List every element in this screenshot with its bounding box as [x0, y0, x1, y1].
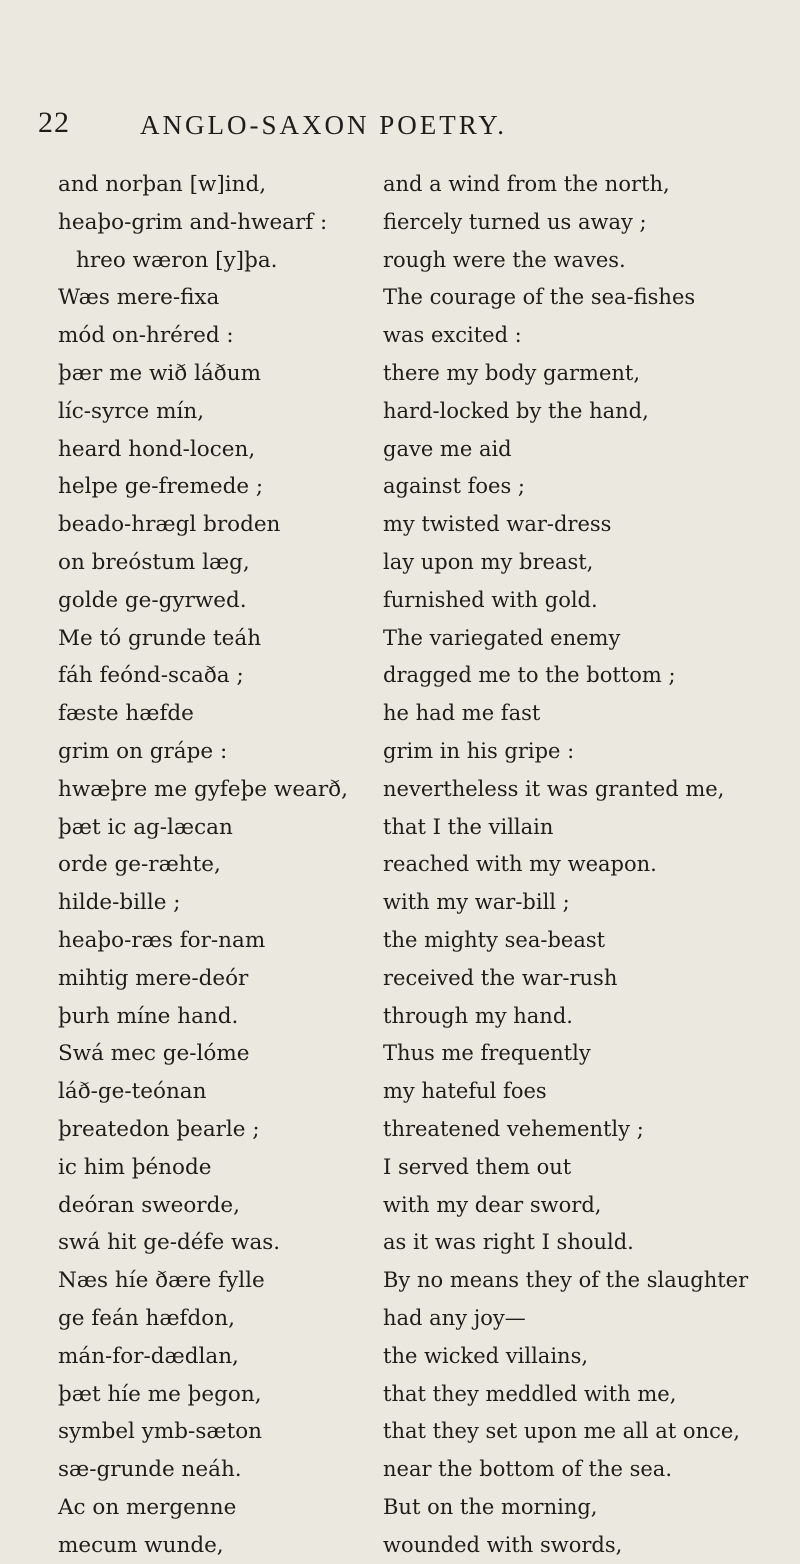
verse-line: beado-hrægl broden	[58, 512, 281, 538]
translation-line: rough were the waves.	[383, 247, 626, 272]
translation-line: dragged me to the bottom ;	[383, 663, 676, 688]
verse-line: fæste hæfde	[58, 701, 194, 727]
translation-line: as it was right I should.	[383, 1230, 634, 1255]
translation-line: the wicked villains,	[383, 1343, 589, 1368]
verse-line: heaþo-grim and-hwearf :	[58, 209, 328, 235]
verse-line: heaþo-ræs for-nam	[58, 927, 266, 953]
translation-line: near the bottom of the sea.	[383, 1457, 673, 1482]
verse-line: deóran sweorde,	[58, 1192, 240, 1218]
verse-line: sæ-grunde neáh.	[58, 1457, 242, 1483]
verse-line: láð-ge-teónan	[58, 1079, 207, 1105]
verse-line: hreo wæron [y]þa.	[76, 247, 278, 273]
running-head: ANGLO-SAXON POETRY.	[140, 110, 508, 140]
translation-line: received the war-rush	[383, 965, 618, 990]
translation-line: threatened vehemently ;	[383, 1116, 644, 1141]
translation-line: had any joy—	[383, 1305, 526, 1330]
verse-line: golde ge-gyrwed.	[58, 587, 247, 613]
verse-line: symbel ymb-sæton	[58, 1419, 262, 1445]
translation-line: gave me aid	[383, 436, 512, 461]
translation-line: my hateful foes	[383, 1079, 547, 1104]
translation-line: the mighty sea-beast	[383, 927, 606, 952]
verse-line: orde ge-ræhte,	[58, 852, 221, 878]
translation-line: my twisted war-dress	[383, 512, 612, 537]
translation-line: furnished with gold.	[383, 587, 598, 612]
verse-line: hilde-bille ;	[58, 890, 181, 916]
verse-line: and norþan [w]ind,	[58, 172, 267, 197]
verse-line: mihtig mere-deór	[58, 965, 249, 991]
translation-line: Thus me frequently	[383, 1041, 591, 1066]
page-header	[0, 106, 800, 150]
verse-line: þæt híe me þegon,	[58, 1381, 262, 1407]
translation-line: reached with my weapon.	[383, 852, 657, 877]
verse-line: Me tó grunde teáh	[58, 625, 262, 651]
translation-line: that they meddled with me,	[383, 1381, 677, 1406]
verse-line: Næs híe ðære fylle	[58, 1268, 265, 1294]
verse-line: Ac on mergenne	[58, 1494, 237, 1520]
verse-line: hwæþre me gyfeþe wearð,	[58, 776, 348, 802]
verse-line: líc-syrce mín,	[58, 398, 205, 424]
translation-line: lay upon my breast,	[383, 549, 594, 574]
translation-line: The courage of the sea-fishes	[383, 285, 696, 310]
translation-line: The variegated enemy	[383, 625, 621, 650]
page-number: 22	[38, 106, 70, 139]
verse-line: helpe ge-fremede ;	[58, 474, 264, 500]
translation-line: he had me fast	[383, 701, 541, 726]
translation-line: But on the morning,	[383, 1494, 598, 1519]
verse-line: fáh feónd-scaða ;	[58, 663, 244, 689]
translation-line: nevertheless it was granted me,	[383, 776, 725, 801]
translation-line: against foes ;	[383, 474, 525, 499]
verse-line: grim on grápe :	[58, 738, 228, 764]
translation-line: was excited :	[383, 323, 522, 348]
verse-line: þreatedon þearle ;	[58, 1116, 260, 1142]
translation-line: with my war-bill ;	[383, 890, 570, 915]
translation-text-column	[383, 166, 795, 1564]
verse-line: mecum wunde,	[58, 1532, 224, 1558]
verse-line: Wæs mere-fixa	[58, 285, 220, 311]
verse-line: þurh míne hand.	[58, 1003, 239, 1029]
verse-line: mód on-hréred :	[58, 323, 234, 349]
old-english-text-column	[58, 166, 378, 1564]
translation-line: wounded with swords,	[383, 1532, 623, 1557]
translation-line: By no means they of the slaughter	[383, 1268, 749, 1293]
translation-line: hard-locked by the hand,	[383, 398, 649, 423]
verse-line: heard hond-locen,	[58, 436, 256, 462]
verse-line: mán-for-dædlan,	[58, 1343, 239, 1369]
translation-line: I served them out	[383, 1154, 572, 1179]
verse-line: þæt ic ag-læcan	[58, 814, 233, 840]
translation-line: there my body garment,	[383, 360, 641, 385]
verse-line: on breóstum læg,	[58, 549, 250, 575]
verse-line: swá hit ge-défe was.	[58, 1230, 281, 1256]
verse-line: ge feán hæfdon,	[58, 1305, 235, 1331]
translation-line: that I the villain	[383, 814, 554, 839]
translation-line: that they set upon me all at once,	[383, 1419, 740, 1444]
translation-line: through my hand.	[383, 1003, 573, 1028]
verse-line: þær me wið láðum	[58, 360, 261, 386]
verse-line: ic him þénode	[58, 1154, 212, 1180]
translation-line: grim in his gripe :	[383, 738, 575, 763]
translation-line: and a wind from the north,	[383, 172, 670, 196]
verse-line: Swá mec ge-lóme	[58, 1041, 250, 1067]
translation-line: with my dear sword,	[383, 1192, 602, 1217]
translation-line: fiercely turned us away ;	[383, 209, 647, 234]
